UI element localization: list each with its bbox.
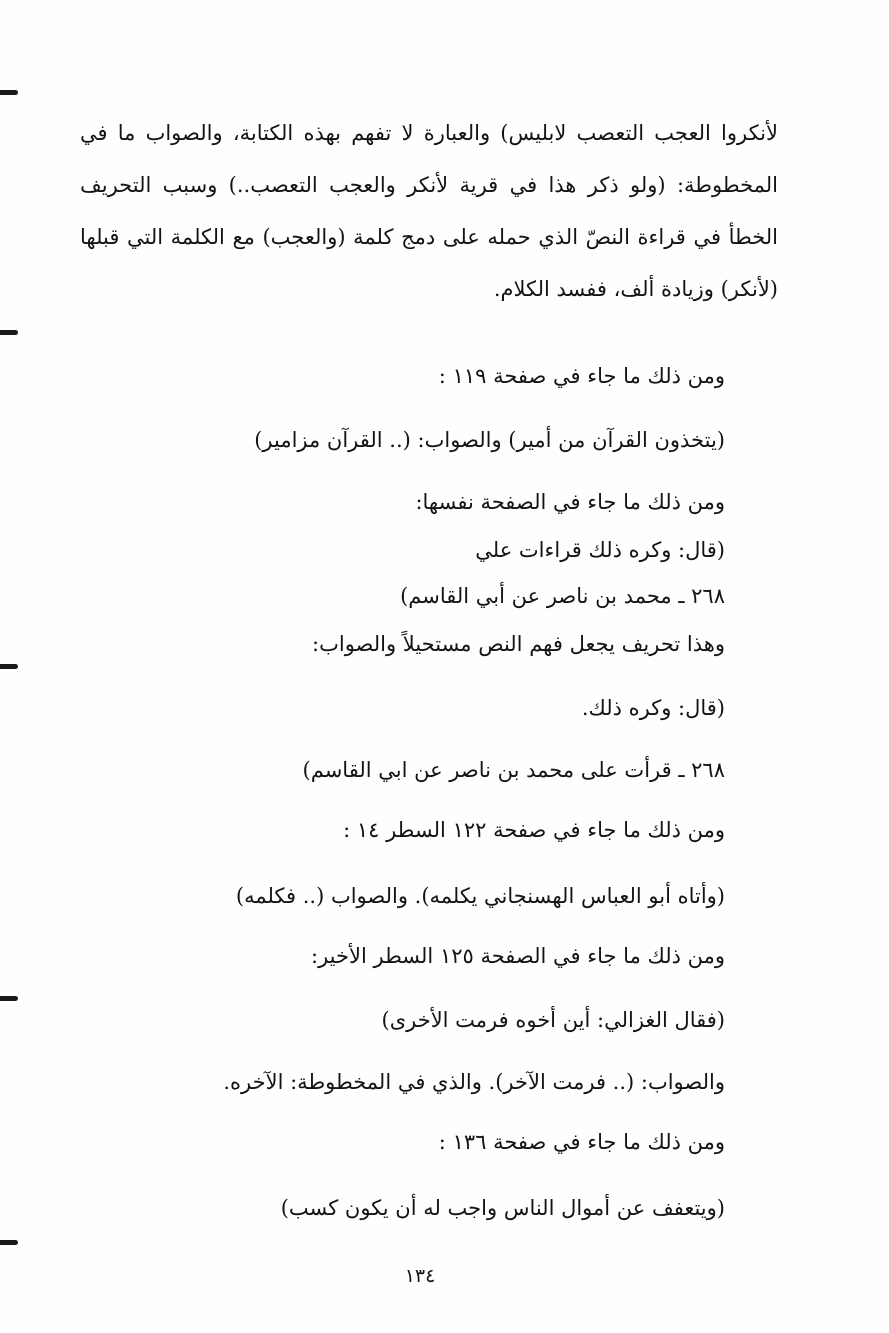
text-line: ٢٦٨ ـ قرأت على محمد بن ناصر عن ابي القاسم) bbox=[302, 758, 725, 782]
text-line: ومن ذلك ما جاء في صفحة ١٢٢ السطر ١٤ : bbox=[343, 818, 725, 842]
text-line: ومن ذلك ما جاء في الصفحة ١٢٥ السطر الأخير: bbox=[311, 944, 725, 968]
scan-edge-mark bbox=[0, 90, 18, 95]
scan-edge-mark bbox=[0, 1240, 18, 1245]
opening-paragraph: لأنكروا العجب التعصب لابليس) والعبارة لا تفهم بهذه الكتابة، والصواب ما في المخطوطة: (ولو ذكر هذا في قرية لأنكر والعجب التعصب..) وسبب التحريف الخطأ في قراءة النصّ الذي حمله على دمج كلمة (والعجب) مع الكلمة التي قبلها (لأنكر) وزيادة ألف، ففسد الكلام. bbox=[80, 121, 778, 301]
text-line: (يتخذون القرآن من أمير) والصواب: (.. القرآن مزامير) bbox=[254, 428, 725, 452]
text-line: (فقال الغزالي: أين أخوه فرمت الأخرى) bbox=[381, 1008, 725, 1032]
text-line: (وأتاه أبو العباس الهسنجاني يكلمه). والصواب (.. فكلمه) bbox=[235, 884, 725, 908]
text-line: ومن ذلك ما جاء في صفحة ١٣٦ : bbox=[438, 1130, 725, 1154]
text-line: ومن ذلك ما جاء في الصفحة نفسها: bbox=[415, 490, 725, 514]
scan-edge-mark bbox=[0, 330, 18, 335]
text-line: والصواب: (.. فرمت الآخر). والذي في المخطوطة: الآخره. bbox=[223, 1070, 725, 1094]
text-line: وهذا تحريف يجعل فهم النص مستحيلاً والصواب: bbox=[312, 632, 725, 656]
text-line: (قال: وكره ذلك قراءات علي bbox=[475, 538, 725, 562]
scan-edge-mark bbox=[0, 996, 18, 1001]
scan-edge-mark bbox=[0, 664, 18, 669]
text-line: ٢٦٨ ـ محمد بن ناصر عن أبي القاسم) bbox=[400, 584, 725, 608]
text-line: (قال: وكره ذلك. bbox=[581, 696, 725, 720]
text-line: (ويتعفف عن أموال الناس واجب له أن يكون كسب) bbox=[280, 1196, 725, 1220]
text-line: ومن ذلك ما جاء في صفحة ١١٩ : bbox=[438, 364, 725, 388]
page-number: ١٣٤ bbox=[404, 1265, 436, 1287]
